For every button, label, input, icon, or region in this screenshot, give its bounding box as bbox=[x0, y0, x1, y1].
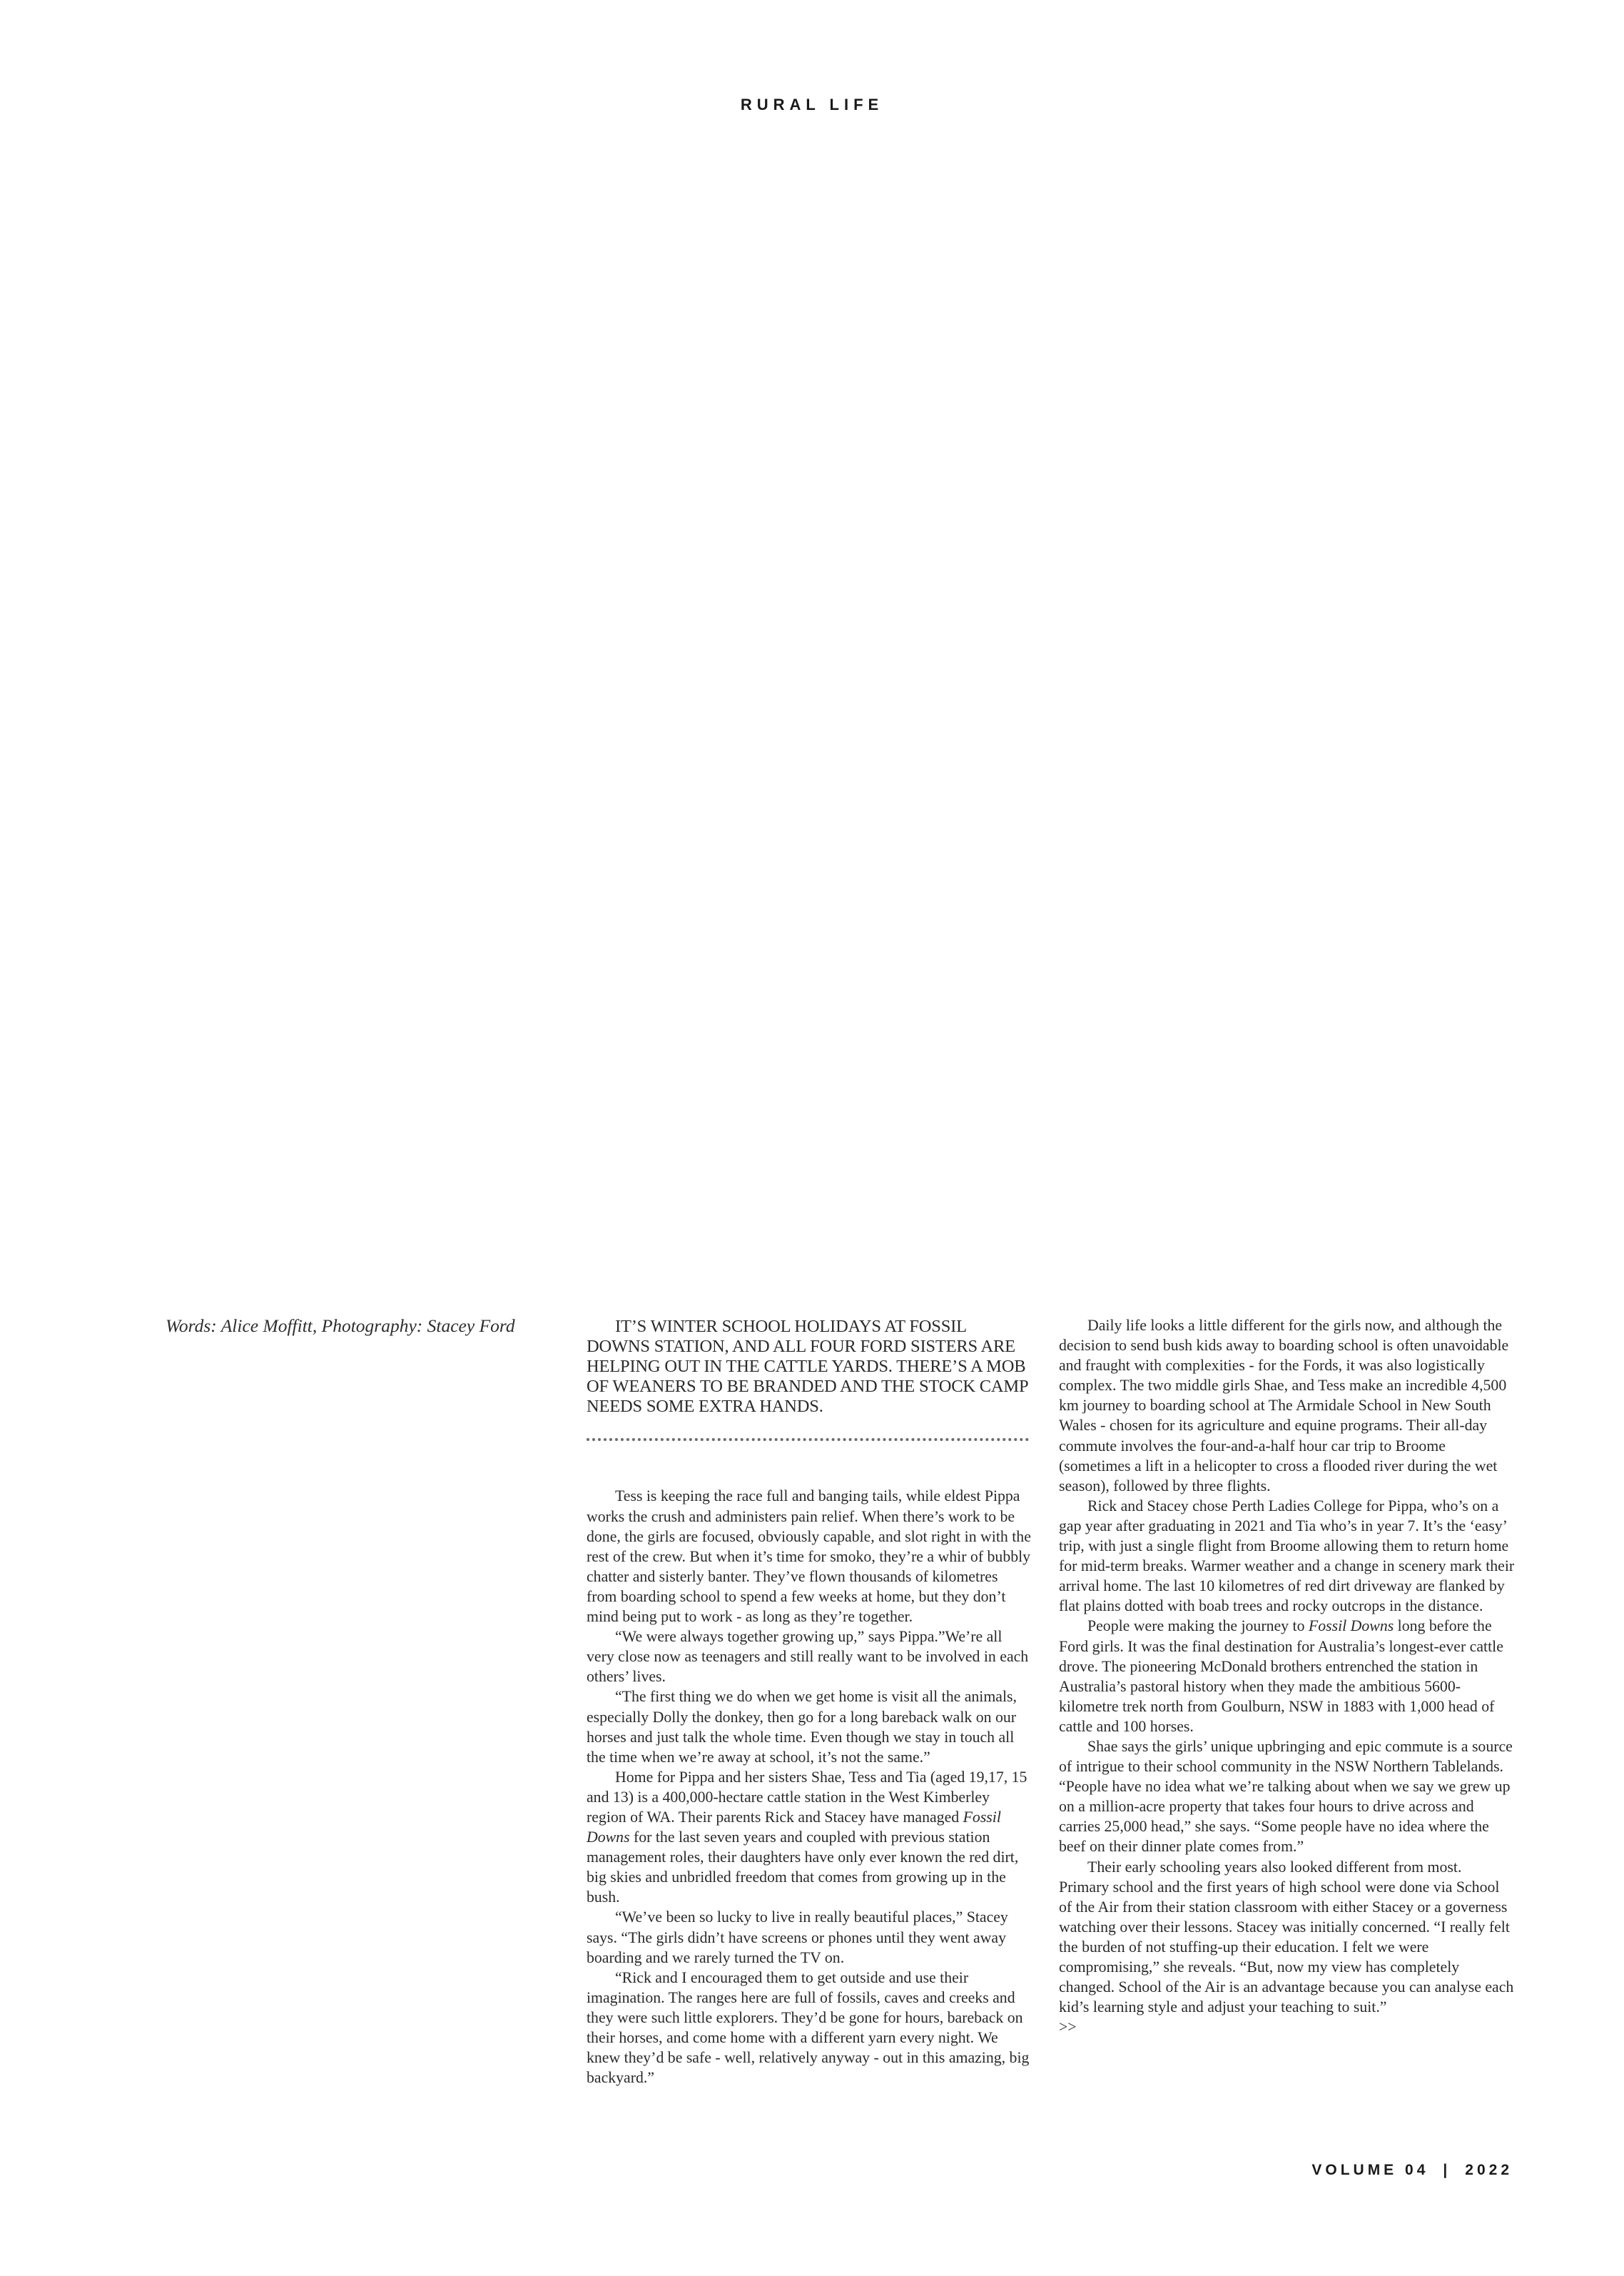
year-label: 2022 bbox=[1465, 2162, 1513, 2178]
article-intro: IT’S WINTER SCHOOL HOLIDAYS AT FOSSIL DOWNS STATION, AND ALL FOUR FORD SISTERS ARE HELPING OUT IN THE CATTLE YARDS. THERE’S A MOB OF WEANERS TO BE BRANDED AND THE STOCK CAMP NEEDS SOME EXTRA HANDS. bbox=[587, 1317, 1028, 1417]
continue-marker: >> bbox=[1059, 2018, 1077, 2036]
article-column-middle bbox=[587, 1317, 1032, 2088]
footer-separator: | bbox=[1443, 2162, 1451, 2178]
station-name-italic: Fossil Downs bbox=[1308, 1617, 1394, 1635]
byline: Words: Alice Moffitt, Photography: Stacey Ford bbox=[166, 1315, 515, 1336]
article-body-middle bbox=[587, 1486, 1032, 2088]
section-header: RURAL LIFE bbox=[740, 96, 884, 113]
dotted-divider bbox=[587, 1438, 1029, 1441]
paragraph bbox=[587, 1767, 1032, 1908]
text-run: Home for Pippa and her sisters Shae, Tess and Tia (aged 19,17, 15 and 13) is a 400,000-hectare cattle station in the West Kimberley region of WA. Their parents Rick and Stacey have managed bbox=[587, 1768, 1027, 1826]
volume-label: VOLUME 04 bbox=[1311, 2162, 1429, 2178]
paragraph: Tess is keeping the race full and banging tails, while eldest Pippa works the crush and administers pain relief. When there’s work to be done, the girls are focused, obviously capable, and slot right in with the rest of the crew. But when it’s time for smoko, they’re a whir of bubbly chatter and sisterly banter. They’ve flown thousands of kilometres from boarding school to spend a few weeks at home, but they don’t mind being put to work - as long as they’re together. bbox=[587, 1487, 1031, 1626]
paragraph: Daily life looks a little different for the girls now, and although the decision to send bush kids away to boarding school is often unavoidable and fraught with complexities - for the Fords, it was also logistically complex. The two middle girls Shae, and Tess make an incredible 4,500 km journey to boarding school at The Armidale School in New South Wales - chosen for its agriculture and equine programs. Their all-day commute involves the four-and-a-half hour car trip to Broome (sometimes a lift in a helicopter to cross a flooded river during the wet season), followed by three flights. bbox=[1059, 1317, 1509, 1494]
paragraph: Rick and Stacey chose Perth Ladies College for Pippa, who’s on a gap year after graduating in 2021 and Tia who’s in year 7. It’s the ‘easy’ trip, with just a single flight from Broome allowing them to return home for mid-term breaks. Warmer weather and a change in scenery mark their arrival home. The last 10 kilometres of red dirt driveway are flanked by flat plains dotted with boab trees and rocky outcrops in the distance. bbox=[1059, 1497, 1515, 1615]
text-run: long before the Ford girls. It was the final destination for Australia’s longest-ever cattle drove. The pioneering McDonald brothers entrenched the station in Australia’s pastoral history when they made the ambitious 5600-kilometre trek north from Goulburn, NSW in 1883 with 1,000 head of cattle and 100 horses. bbox=[1059, 1617, 1503, 1735]
paragraph bbox=[1059, 1616, 1516, 1736]
paragraph: Their early schooling years also looked different from most. Primary school and the first years of high school were done via School of the Air from their station classroom with either Stacey or a governess watching over their lessons. Stacey was initially concerned. “I really felt the burden of not stuffing-up their education. I felt we were compromising,” she reveals. “But, now my view has completely changed. School of the Air is an advantage because you can analyse each kid’s learning style and adjust your teaching to suit.” bbox=[1059, 1858, 1514, 2016]
station-name-italic: Fossil Downs bbox=[587, 1808, 1001, 1846]
page-footer bbox=[1311, 2162, 1513, 2179]
article-column-right bbox=[1059, 1315, 1516, 2037]
paragraph: “The first thing we do when we get home is visit all the animals, especially Dolly the donkey, then go for a long bareback walk on our horses and just talk the whole time. Even though we stay in touch all the time when we’re away at school, it’s not the same.” bbox=[587, 1688, 1017, 1766]
paragraph: “We’ve been so lucky to live in really beautiful places,” Stacey says. “The girls didn’t have screens or phones until they went away boarding and we rarely turned the TV on. bbox=[587, 1908, 1008, 1966]
paragraph: “We were always together growing up,” says Pippa.”We’re all very close now as teenagers and still really want to be involved in each others’ lives. bbox=[587, 1628, 1029, 1686]
text-run: People were making the journey to bbox=[1087, 1617, 1309, 1635]
text-run: for the last seven years and coupled with previous station management roles, their daughters have only ever known the red dirt, big skies and unbridled freedom that comes from growing up in the bush. bbox=[587, 1829, 1019, 1906]
paragraph: “Rick and I encouraged them to get outside and use their imagination. The ranges here are full of fossils, caves and creeks and they were such little explorers. They’d be gone for hours, bareback on their horses, and come home with a different yarn every night. We knew they’d be safe - well, relatively anyway - out in this amazing, big backyard.” bbox=[587, 1968, 1030, 2087]
paragraph: Shae says the girls’ unique upbringing and epic commute is a source of intrigue to their school community in the NSW Northern Tablelands. “People have no idea what we’re talking about when we say we grew up on a million-acre property that takes four hours to drive across and carries 25,000 head,” she says. “Some people have no idea where the beef on their dinner plate comes from.” bbox=[1059, 1737, 1513, 1856]
